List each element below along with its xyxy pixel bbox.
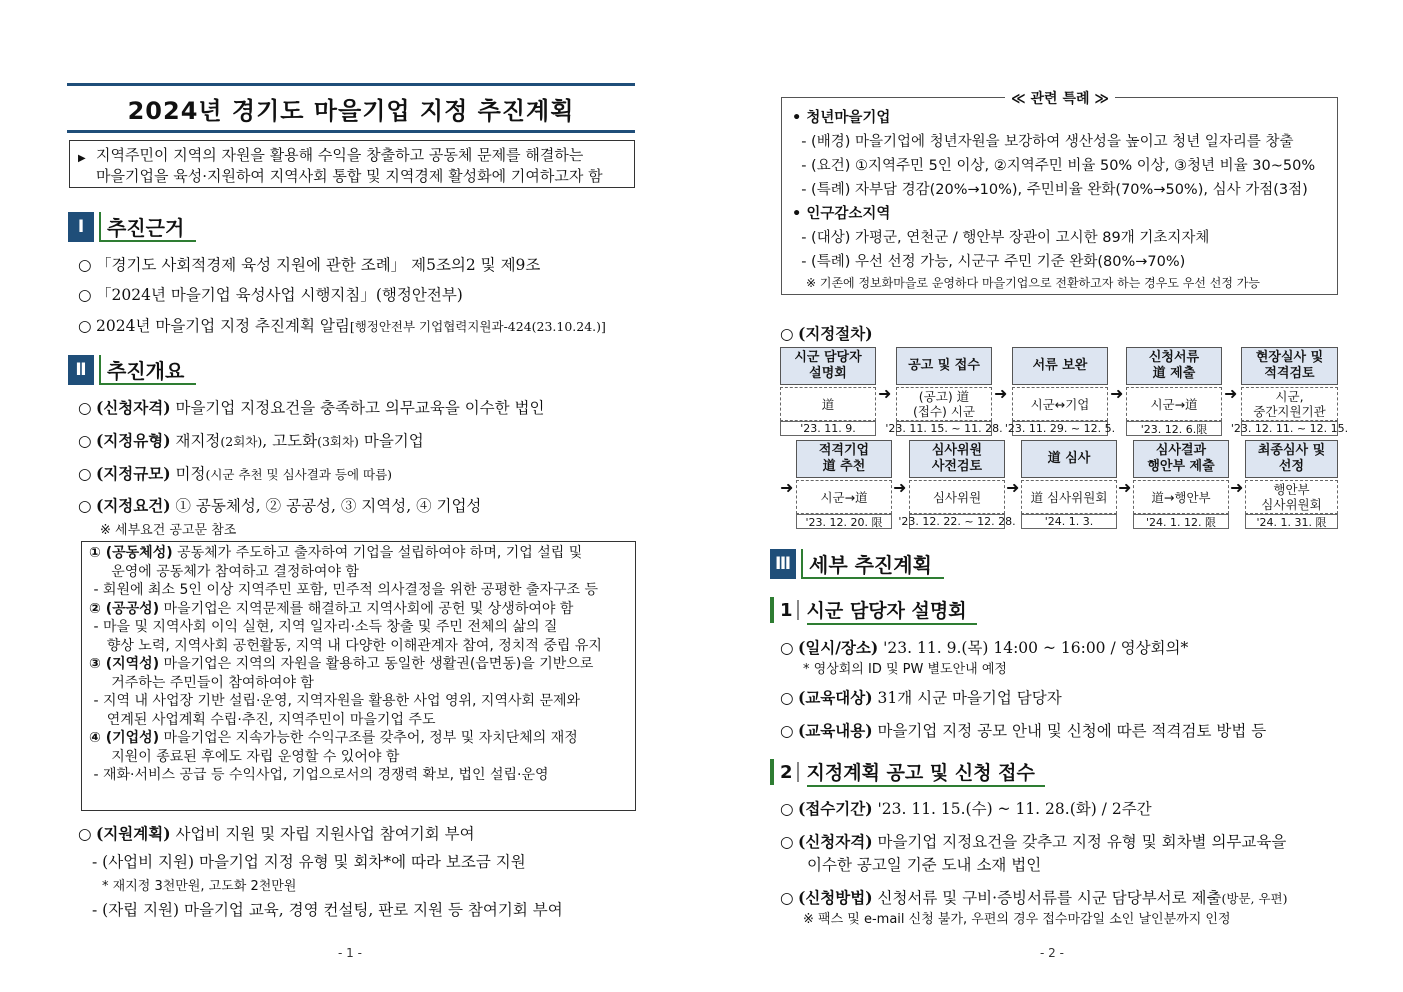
step-date: '23. 11. 15. ~ 11. 28.	[885, 422, 1003, 435]
step-body: 행안부 심사위원회	[1245, 480, 1338, 514]
overview-type: ○ (지정유형) 재지정(2회차), 고도화(3회차) 마을기업	[78, 431, 424, 450]
application-eligibility-cont: 이수한 공고일 기준 도내 소재 법인	[807, 856, 1042, 874]
arrow-right-icon: ➜	[994, 384, 1008, 403]
basis-item-1: ○ 「경기도 사회적경제 육성 지원에 관한 조례」 제5조의2 및 제9조	[78, 256, 541, 274]
special-provisions-title: ≪ 관련 특례 ≫	[1005, 88, 1115, 108]
support-note: * 재지정 3천만원, 고도화 2천만원	[102, 879, 297, 894]
briefing-note: * 영상회의 ID 및 PW 별도안내 예정	[803, 662, 1007, 677]
step-body: 시군→道	[1126, 387, 1222, 421]
step-head: 심사위원 사전검토	[909, 440, 1005, 478]
section-title: 세부 추진계획	[801, 549, 944, 579]
procedure-label: ○ (지정절차)	[780, 324, 873, 343]
support-sub-1: - (사업비 지원) 마을기업 지정 유형 및 회차*에 따라 보조금 지원	[92, 853, 526, 871]
briefing-content: ○ (교육내용) 마을기업 지정 공모 안내 및 신청에 따른 적격검토 방법 등	[780, 721, 1267, 740]
section-title: 추진근거	[99, 212, 196, 242]
arrow-right-icon: ➜	[1118, 478, 1132, 497]
purpose-line-2: 마을기업을 육성·지원하여 지역사회 통합 및 지역경제 활성화에 기여하고자 함	[96, 167, 603, 185]
step-head: 심사결과 행안부 제출	[1133, 440, 1229, 478]
step-date: '23. 12. 6.限	[1126, 421, 1222, 436]
page-number-1: - 1 -	[338, 946, 362, 960]
arrow-right-icon: ➜	[1006, 478, 1020, 497]
step-body: 道 심사위원회	[1021, 480, 1117, 514]
application-period: ○ (접수기간) '23. 11. 15.(수) ~ 11. 28.(화) / 2주간	[780, 799, 1152, 818]
step-date: '24. 1. 12. 限	[1133, 514, 1229, 529]
step-body: 심사위원	[909, 480, 1005, 514]
step-date: '23. 11. 29. ~ 12. 5.	[1004, 422, 1116, 435]
section-3-heading	[770, 549, 944, 579]
basis-item-2: ○ 「2024년 마을기업 육성사업 시행지침」(행정안전부)	[78, 286, 463, 304]
arrow-right-icon: ➜	[878, 384, 892, 403]
step-date: '24. 1. 31. 限	[1245, 514, 1338, 529]
step-head: 신청서류 道 제출	[1126, 347, 1222, 385]
arrow-right-icon: ➜	[1224, 384, 1238, 403]
purpose-box	[69, 140, 635, 188]
arrow-right-icon: ➜	[1110, 384, 1124, 403]
step-body: 道→행안부	[1133, 480, 1229, 514]
section-number: Ⅱ	[68, 355, 94, 385]
requirements-box: ① (공동체성) 공동체가 주도하고 출자하여 기업을 설립하여야 하며, 기업 설립 및 운영에 공동체가 참여하고 결정하여야 함 - 회원에 최소 5인 이상 지역주민 포함, 민주적 의사결정을 위한 공평한 출자구조 등 ② (공공성) 마을기업은 지역문제를 해결하고 지역사회에 공헌 및 상생하여야 함 - 마을 및 지역사회 이익 실현, 지역 일자리·소득 창출 및 주민 전체의 삶의 질 향상 노력, 지역사회 공헌활동, 지역 내 다양한 이해관계자 참여, 정치적 중립 유지 ③ (지역성) 마을기업은 지역의 자원을 활용하고 동일한 생활권(읍면동)을 기반으로 거주하는 주민들이 참여하여야 함 - 지역 내 사업장 기반 설립·운영, 지역자원을 활용한 사업 영위, 지역사회 문제와 연계된 사업계획 수립·추진, 지역주민이 마을기업 주도 ④ (기업성) 마을기업은 지속가능한 수익구조를 갖추어, 정부 및 자치단체의 재정 지원이 종료된 후에도 자립 운영할 수 있어야 함 - 재화·서비스 공급 등 수익사업, 기업으로서의 경쟁력 확보, 법인 설립·운영	[81, 541, 636, 811]
step-body: (공고) 道 (접수) 시군	[896, 387, 992, 421]
overview-eligibility: ○ (신청자격) 마을기업 지정요건을 충족하고 의무교육을 이수한 법인	[78, 398, 545, 417]
step-body: 시군→道	[796, 480, 892, 514]
briefing-datetime: ○ (일시/장소) '23. 11. 9.(목) 14:00 ~ 16:00 / 영상회의*	[780, 638, 1189, 657]
step-head: 道 심사	[1021, 440, 1117, 478]
basis-item-3: ○ 2024년 마을기업 지정 추진계획 알림[행정안전부 기업협력지원과-424(23.10.24.)]	[78, 317, 606, 335]
page-number-2: - 2 -	[1040, 946, 1064, 960]
step-head: 최종심사 및 선정	[1245, 440, 1338, 478]
step-body: 시군, 중간지원기관	[1241, 387, 1338, 421]
step-head: 서류 보완	[1012, 347, 1108, 385]
step-date: '23. 12. 22. ~ 12. 28.	[898, 515, 1016, 528]
step-head: 시군 담당자 설명회	[780, 347, 876, 385]
step-head: 현장실사 및 적격검토	[1241, 347, 1338, 385]
special-provisions-box: • 청년마을기업 - (배경) 마을기업에 청년자원을 보강하여 생산성을 높이고 청년 일자리를 창출 - (요건) ①지역주민 5인 이상, ②지역주민 비율 50% 이상, ③청년 비율 30~50% - (특례) 자부담 경감(20%→10%), 주민비율 완화(70%→50%), 심사 가점(3점) • 인구감소지역 - (대상) 가평군, 연천군 / 행안부 장관이 고시한 89개 기초지자체 - (특례) 우선 선정 가능, 시군구 주민 기준 완화(80%→70%) ※ 기존에 정보화마을로 운영하다 마을기업으로 전환하고자 하는 경우도 우선 선정 가능	[781, 97, 1338, 295]
overview-support: ○ (지원계획) 사업비 지원 및 자립 지원사업 참여기회 부여	[78, 824, 475, 843]
section-number: Ⅰ	[68, 212, 94, 242]
overview-requirements: ○ (지정요건) ① 공동체성, ② 공공성, ③ 지역성, ④ 기업성	[78, 496, 482, 515]
step-head: 적격기업 道 추천	[796, 440, 892, 478]
section-number: Ⅲ	[770, 549, 796, 579]
arrow-right-icon: ➜	[893, 478, 907, 497]
arrow-right-icon: ➜	[780, 478, 794, 497]
page-title: 2024년 경기도 마을기업 지정 추진계획	[67, 83, 635, 133]
application-method: ○ (신청방법) 신청서류 및 구비·증빙서류를 시군 담당부서로 제출(방문, 우편)	[780, 888, 1288, 907]
step-date: '24. 1. 3.	[1021, 514, 1117, 529]
subsection-1-heading: 1 시군 담당자 설명회	[770, 597, 977, 623]
briefing-target: ○ (교육대상) 31개 시군 마을기업 담당자	[780, 688, 1062, 707]
triangle-bullet-icon: ▶	[78, 153, 86, 164]
step-date: '23. 12. 20. 限	[796, 514, 892, 529]
step-head: 공고 및 접수	[896, 347, 992, 385]
step-date: '23. 11. 9.	[780, 421, 876, 436]
step-date: '23. 12. 11. ~ 12. 15.	[1230, 422, 1349, 435]
step-body: 道	[780, 387, 876, 421]
section-title: 추진개요	[99, 355, 196, 385]
arrow-right-icon: ➜	[1230, 478, 1244, 497]
purpose-line-1: 지역주민이 지역의 자원을 활용해 수익을 창출하고 공동체 문제를 해결하는	[96, 146, 584, 164]
overview-scale: ○ (지정규모) 미정(시군 추천 및 심사결과 등에 따름)	[78, 464, 393, 483]
section-2-heading	[68, 355, 196, 385]
support-sub-2: - (자립 지원) 마을기업 교육, 경영 컨설팅, 판로 지원 등 참여기회 부여	[92, 901, 563, 919]
section-1-heading	[68, 212, 196, 242]
subsection-2-heading: 2 지정계획 공고 및 신청 접수	[770, 759, 1045, 785]
application-eligibility: ○ (신청자격) 마을기업 지정요건을 갖추고 지정 유형 및 회차별 의무교육을	[780, 832, 1287, 851]
requirements-note: ※ 세부요건 공고문 참조	[100, 523, 237, 538]
application-note: ※ 팩스 및 e-mail 신청 불가, 우편의 경우 접수마감일 소인 날인분까지 인정	[803, 912, 1231, 927]
step-body: 시군↔기업	[1012, 387, 1108, 421]
